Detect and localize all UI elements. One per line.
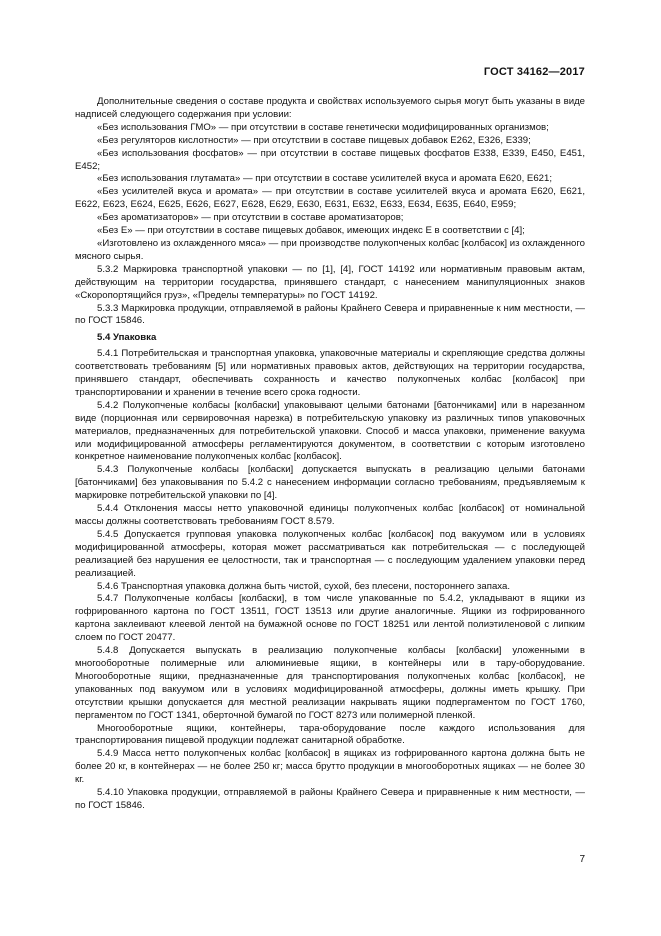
paragraph-5-3-2: 5.3.2 Маркировка транспортной упаковки — по [1], [4], ГОСТ 14192 или нормативным правовым актам, действующим на территории государства, принявшего стандарт, с нанесением манипуляционных знаков «Скоропортящийся груз», «Пределы температуры» по ГОСТ 14192. [75, 263, 585, 301]
document-body [75, 96, 585, 813]
paragraph-5-4-7: 5.4.7 Полукопченые колбасы [колбаски], в том числе упакованные по 5.4.2, укладывают в ящики из гофрированного картона по ГОСТ 13511, ГОСТ 13513 или другие аналогичные. Ящики из гофрированного картона заклеивают клеевой лентой на бумажной основе по ГОСТ 18251 или лентой полиэтиленовой с липким слоем по ГОСТ 20477. [75, 593, 585, 644]
paragraph-without-e: «Без Е» — при отсутствии в составе пищевых добавок, имеющих индекс Е в соответствии с [4]; [97, 225, 525, 237]
paragraph-5-4-2: 5.4.2 Полукопченые колбасы [колбаски] упаковывают целыми батонами [батончиками] или в нарезанном виде (порционная или сервировочная нарезка) в потребительскую упаковку из различных типов упаковочных материалов, предназначенных для потребительской упаковки. Способ и масса упаковки, применение вакуума или модифицированной атмосферы регламентируются документом, в соответствии с которым изготовлено конкретное наименование полукопченых колбас [колбасок]. [75, 399, 585, 463]
paragraph-5-4-8: 5.4.8 Допускается выпускать в реализацию полукопченые колбасы [колбаски] уложенными в многооборотные полимерные или алюминиевые ящики, в контейнеры или в тару-оборудование. Многооборотные ящики, предназначенные для транспортирования полукопченых колбас [колбасок], не упакованных под вакуумом или в условиях модифицированной атмосферы, должны иметь крышку. При отсутствии крышки допускается для местной реализации накрывать ящики подпергаментом по ГОСТ 1760, пергаментом по ГОСТ 1341, оберточной бумагой по ГОСТ 8273 или полимерной пленкой. [75, 645, 585, 721]
paragraph-5-4-3: 5.4.3 Полукопченые колбасы [колбаски] допускается выпускать в реализацию целыми батонами [батончиками] без упаковывания по 5.4.2 с нанесением информации согласно требованиям, предъявляемым к маркировке потребительской упаковки по [4]. [75, 464, 585, 502]
paragraph-5-4-9: 5.4.9 Масса нетто полукопченых колбас [колбасок] в ящиках из гофрированного картона должна быть не более 20 кг, в контейнерах — не более 250 кг; масса брутто продукции в многооборотных ящиках — не более 30 кг. [75, 748, 585, 786]
paragraph-5-4-1: 5.4.1 Потребительская и транспортная упаковка, упаковочные материалы и скрепляющие средства должны соответствовать требованиям [5] или нормативных правовых актов, действующих на территории государства, принявшего стандарт, обеспечивать сохранность и качество полукопченых колбас [колбасок] при транспортировании и хранении в течение всего срока годности. [75, 348, 585, 398]
page-number: 7 [579, 854, 585, 865]
paragraph-flavorings: «Без ароматизаторов» — при отсутствии в составе ароматизаторов; [97, 212, 404, 224]
document-header: ГОСТ 34162—2017 [483, 66, 585, 78]
paragraph-chilled-meat: «Изготовлено из охлажденного мяса» — при производстве полукопченых колбас [колбасок] из охлажденного мясного сырья. [75, 237, 585, 262]
paragraph-flavor-enhancers: «Без усилителей вкуса и аромата» — при отсутствии в составе усилителей вкуса и аромата Е620, Е621, Е622, Е623, Е624, Е625, Е626, Е627, Е628, Е629, Е630, Е631, Е632, Е633, Е634, Е635, Е640, Е959; [75, 186, 585, 211]
paragraph-reusable-boxes: Многооборотные ящики, контейнеры, тара-оборудование после каждого использования для транспортирования пищевой продукции подлежат санитарной обработке. [75, 722, 585, 747]
section-heading-packaging: 5.4 Упаковка [97, 332, 157, 344]
paragraph-intro: Дополнительные сведения о составе продукта и свойствах используемого сырья могут быть указаны в виде надписей следующего содержания при условии: [75, 96, 585, 120]
paragraph-acidity: «Без регуляторов кислотности» — при отсутствии в составе пищевых добавок Е262, Е326, Е339; [97, 134, 531, 146]
paragraph-5-4-6: 5.4.6 Транспортная упаковка должна быть чистой, сухой, без плесени, постороннего запаха. [97, 580, 510, 592]
paragraph-phosphates: «Без использования фосфатов» — при отсутствии в составе пищевых фосфатов Е338, Е339, Е450, Е451, Е452; [75, 147, 585, 172]
paragraph-gmo: «Без использования ГМО» — при отсутствии в составе генетически модифицированных организмов; [97, 121, 549, 133]
paragraph-5-4-10: 5.4.10 Упаковка продукции, отправляемой в районы Крайнего Севера и приравненные к ним местности, — по ГОСТ 15846. [75, 787, 585, 811]
paragraph-5-4-5: 5.4.5 Допускается групповая упаковка полукопченых колбас [колбасок] под вакуумом или в условиях модифицированной атмосферы, которая может рассматриваться как потребительская — с последующей реализацией без нарушения ее целостности, так и транспортная — с последующим удалением упаковки перед реализацией. [75, 528, 585, 579]
paragraph-5-4-4: 5.4.4 Отклонения массы нетто упаковочной единицы полукопченых колбас [колбасок] от номинальной массы должны соответствовать требованиям ГОСТ 8.579. [75, 503, 585, 527]
paragraph-glutamate: «Без использования глутамата» — при отсутствии в составе усилителей вкуса и аромата Е620, Е621; [97, 173, 552, 185]
paragraph-5-3-3: 5.3.3 Маркировка продукции, отправляемой в районы Крайнего Севера и приравненные к ним местности, — по ГОСТ 15846. [75, 302, 585, 327]
